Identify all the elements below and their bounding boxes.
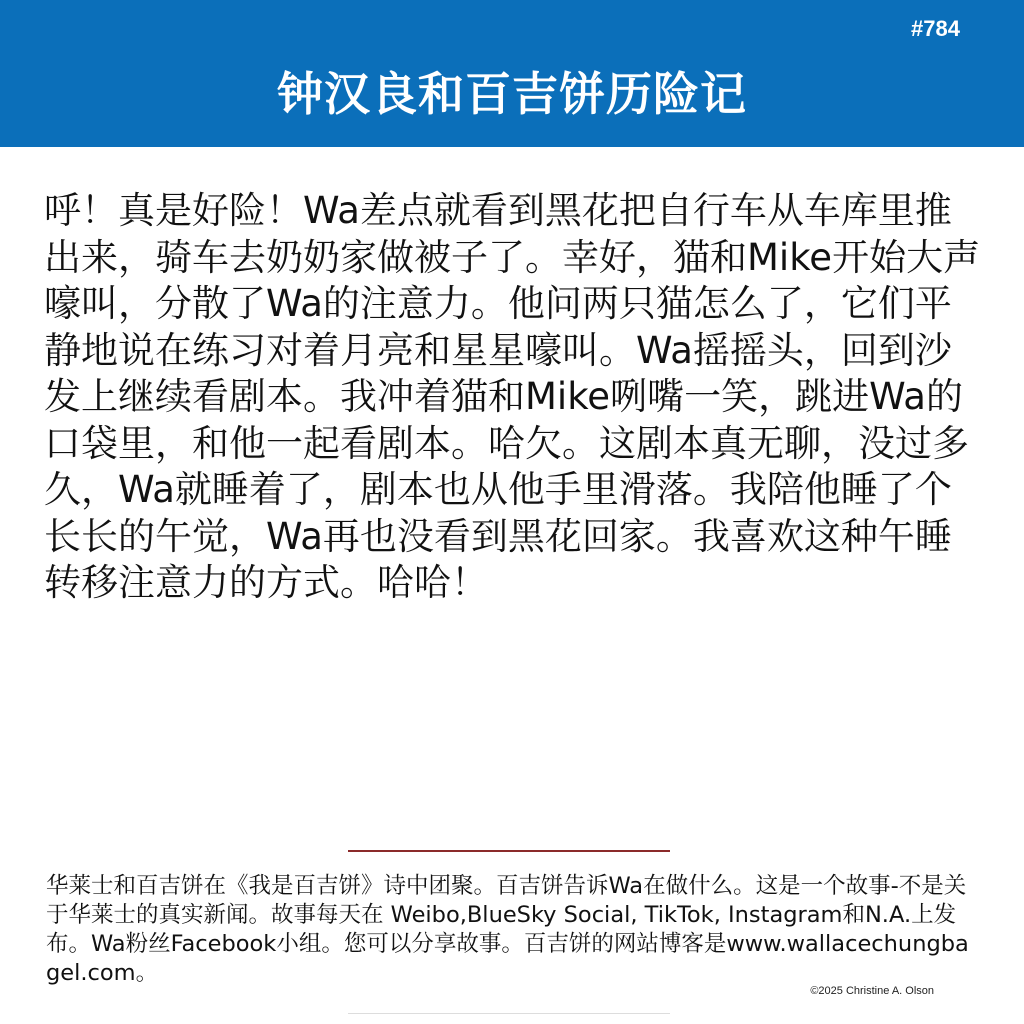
title-banner	[0, 0, 1024, 147]
episode-number: #784	[911, 16, 960, 41]
footer-divider	[348, 850, 670, 852]
story-text: 呼！真是好险！Wa差点就看到黑花把自行车从车库里推出来，骑车去奶奶家做被子了。幸好，猫和Mike开始大声嚎叫，分散了Wa的注意力。他问两只猫怎么了，它们平静地说在练习对着月亮和星星嚎叫。Wa摇摇头，回到沙发上继续看剧本。我冲着猫和Mike咧嘴一笑，跳进Wa的口袋里，和他一起看剧本。哈欠。这剧本真无聊，没过多久，Wa就睡着了，剧本也从他手里滑落。我陪他睡了个长长的午觉，Wa再也没看到黑花回家。我喜欢这种午睡转移注意力的方式。哈哈！	[44, 189, 981, 604]
page-title: 钟汉良和百吉饼历险记	[277, 67, 747, 121]
bottom-divider	[348, 1013, 670, 1014]
copyright-notice: ©2025 Christine A. Olson	[810, 985, 934, 997]
footer-note: 华莱士和百吉饼在《我是百吉饼》诗中团聚。百吉饼告诉Wa在做什么。这是一个故事-不是关于华莱士的真实新闻。故事每天在 Weibo,BlueSky Social, TikTok, Instagram和N.A.上发布。Wa粉丝Facebook小组。您可以分享故事。百吉饼的网站博客是www.wallacechungbagel.com。	[46, 873, 969, 986]
